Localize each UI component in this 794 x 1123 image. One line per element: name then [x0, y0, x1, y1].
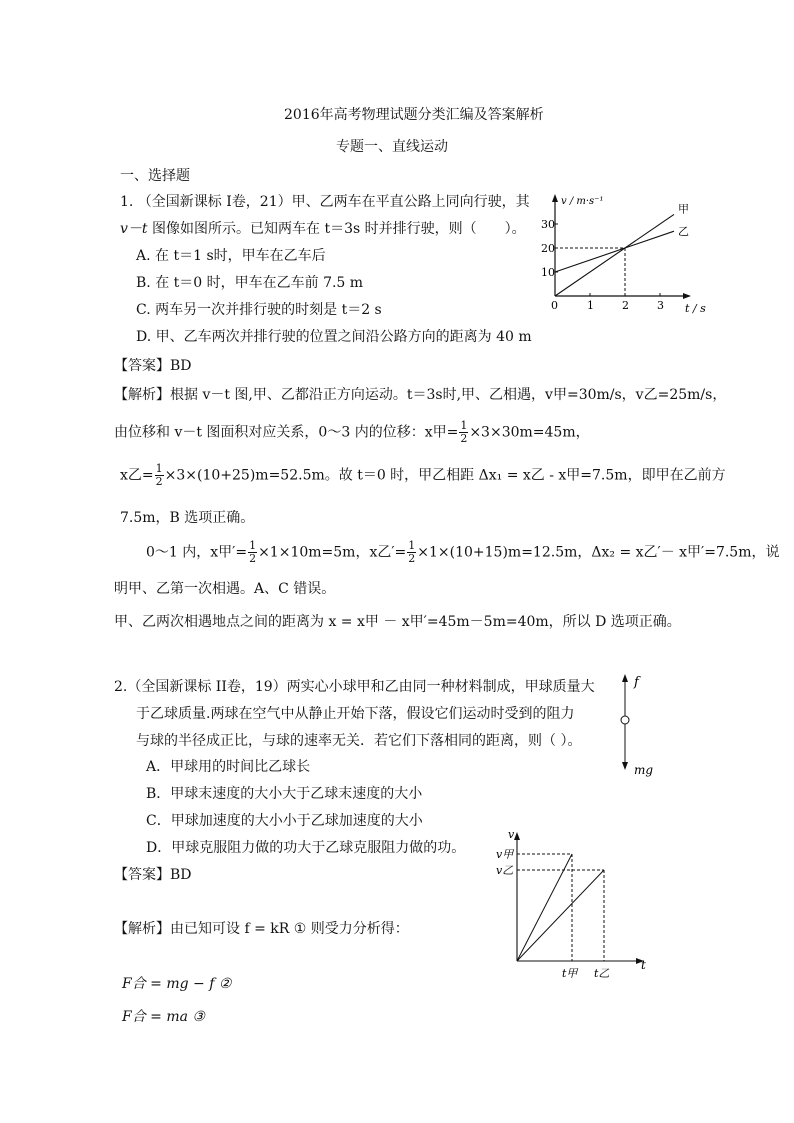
arrow-up-icon: [622, 674, 628, 682]
exp5-a: 0～1 内，x甲′=: [146, 544, 248, 561]
y-axis-label: v / m·s⁻¹: [561, 196, 604, 207]
x-label-1: t甲: [562, 967, 578, 980]
q2-option-b: B．甲球末速度的大小大于乙球末速度的大小: [146, 786, 423, 802]
q2-equation-2: F合 = mg − f ②: [122, 976, 232, 992]
q2-vt-chart: [490, 828, 655, 983]
q1-stem-line1: 1. （全国新课标 I卷，21）甲、乙两车在平直公路上同向行驶，其: [120, 194, 530, 210]
q1-option-d: D. 甲、乙车两次并排行驶的位置之间沿公路方向的距离为 40 m: [136, 329, 532, 345]
q1-explanation-line6: 明甲、乙第一次相遇。A、C 错误。: [114, 581, 336, 597]
frac-num: 1: [249, 539, 257, 552]
q2-equation-3: F合 = ma ③: [122, 1009, 205, 1025]
exp3-b: ×3×(10+25)m=52.5m。故 t＝0 时，甲乙相距 Δx₁ = x乙 - x甲=7.5m，即甲在乙前方: [164, 467, 726, 484]
frac-den: 2: [249, 552, 257, 565]
q1-option-a: A. 在 t＝1 s时，甲车在乙车后: [136, 248, 326, 264]
frac-den: 2: [408, 552, 416, 565]
x-label-2: t乙: [594, 967, 610, 980]
q1-explanation-line1: 【解析】根据 v－t 图,甲、乙都沿正方向运动。t＝3s时,甲、乙相遇，v甲=30m/s，v乙=25m/s，: [114, 387, 727, 403]
q2-answer: 【答案】BD: [114, 867, 192, 883]
q1-explanation-line3: [120, 463, 726, 488]
series-label-2: 乙: [678, 225, 689, 239]
x-tick-label: 0: [551, 299, 558, 312]
q2-option-a: A．甲球用的时间比乙球长: [146, 759, 311, 775]
exp3-a: x乙=: [120, 467, 154, 484]
x-axis-label: t: [641, 958, 646, 972]
x-tick-label: 2: [622, 299, 629, 312]
fraction-half: [407, 540, 416, 565]
y-tick-label: 10: [541, 266, 555, 279]
q1-stem2-text: 图像如图所示。已知两车在 t＝3s 时并排行驶，则（ ）。: [147, 221, 526, 237]
y-axis-arrow-icon: [514, 832, 520, 840]
series-line-2: [517, 870, 604, 961]
series-line-1: [555, 214, 674, 296]
q2-explanation-line1: 【解析】由已知可设 f = kR ① 则受力分析得：: [114, 921, 409, 937]
exp2-b: ×3×30m=45m，: [469, 424, 590, 441]
x-tick-label: 3: [657, 299, 664, 312]
fraction-half: [459, 420, 468, 445]
page-subtitle: 专题一、直线运动: [336, 139, 448, 155]
ball: [621, 716, 629, 724]
q1-explanation-line2: [114, 420, 590, 445]
y-label-1: v甲: [496, 848, 514, 861]
q1-vt-label: v－t: [120, 221, 148, 237]
page-title: 2016年高考物理试题分类汇编及答案解析: [284, 107, 544, 123]
exp2-a: 由位移和 v－t 图面积对应关系，0～3 内的位移：x甲=: [114, 424, 459, 441]
q1-option-b: B. 在 t＝0 时，甲车在乙车前 7.5 m: [136, 275, 364, 291]
q1-option-c: C. 两车另一次并排行驶的时刻是 t＝2 s: [136, 302, 382, 318]
exp5-b: ×1×10m=5m，x乙′=: [258, 544, 407, 561]
frac-num: 1: [408, 539, 416, 552]
y-tick-label: 20: [541, 242, 555, 255]
q2-stem-line1: 2.（全国新课标 II卷，19）两实心小球甲和乙由同一种材料制成，甲球质量大: [114, 679, 595, 695]
x-axis-label: t / s: [685, 302, 706, 315]
q1-answer: 【答案】BD: [114, 358, 192, 374]
frac-num: 1: [155, 462, 163, 475]
q1-stem-line2: [120, 218, 526, 238]
q2-option-c: C．甲球加速度的大小小于乙球加速度的大小: [146, 813, 423, 829]
q1-explanation-line7: 甲、乙两次相遇地点之间的距离为 x = x甲 － x甲′=45m－5m=40m，所以 D 选项正确。: [114, 614, 681, 630]
y-axis-label: v: [508, 828, 515, 841]
q1-explanation-line5: [146, 540, 780, 565]
series-line-2: [555, 231, 674, 272]
x-axis-arrow-icon: [683, 293, 691, 299]
y-label-2: v乙: [496, 864, 514, 877]
series-label-1: 甲: [678, 202, 689, 216]
exp5-c: ×1×(10+15)m=12.5m，Δx₂ = x乙′－ x甲′=7.5m，说: [417, 544, 780, 561]
force-mg-label: mg: [634, 763, 654, 777]
q2-option-d: D．甲球克服阻力做的功大于乙球克服阻力做的功。: [146, 840, 466, 856]
q1-explanation-line4: 7.5m，B 选项正确。: [120, 510, 255, 526]
y-axis-arrow-icon: [552, 194, 558, 202]
x-tick-label: 1: [587, 299, 594, 312]
q2-force-diagram: [610, 670, 660, 780]
force-f-label: f: [634, 675, 639, 690]
arrow-down-icon: [622, 762, 628, 770]
q1-vt-chart: [533, 190, 708, 322]
q2-stem-line2: 于乙球质量.两球在空气中从静止开始下落，假设它们运动时受到的阻力: [136, 706, 575, 722]
frac-den: 2: [155, 475, 163, 488]
frac-num: 1: [460, 419, 468, 432]
q2-stem-line3: 与球的半径成正比，与球的速率无关．若它们下落相同的距离，则（ ）。: [136, 733, 582, 749]
y-tick-label: 30: [541, 218, 555, 231]
frac-den: 2: [460, 432, 468, 445]
section-heading: 一、选择题: [120, 168, 190, 184]
fraction-half: [155, 463, 164, 488]
fraction-half: [248, 540, 257, 565]
